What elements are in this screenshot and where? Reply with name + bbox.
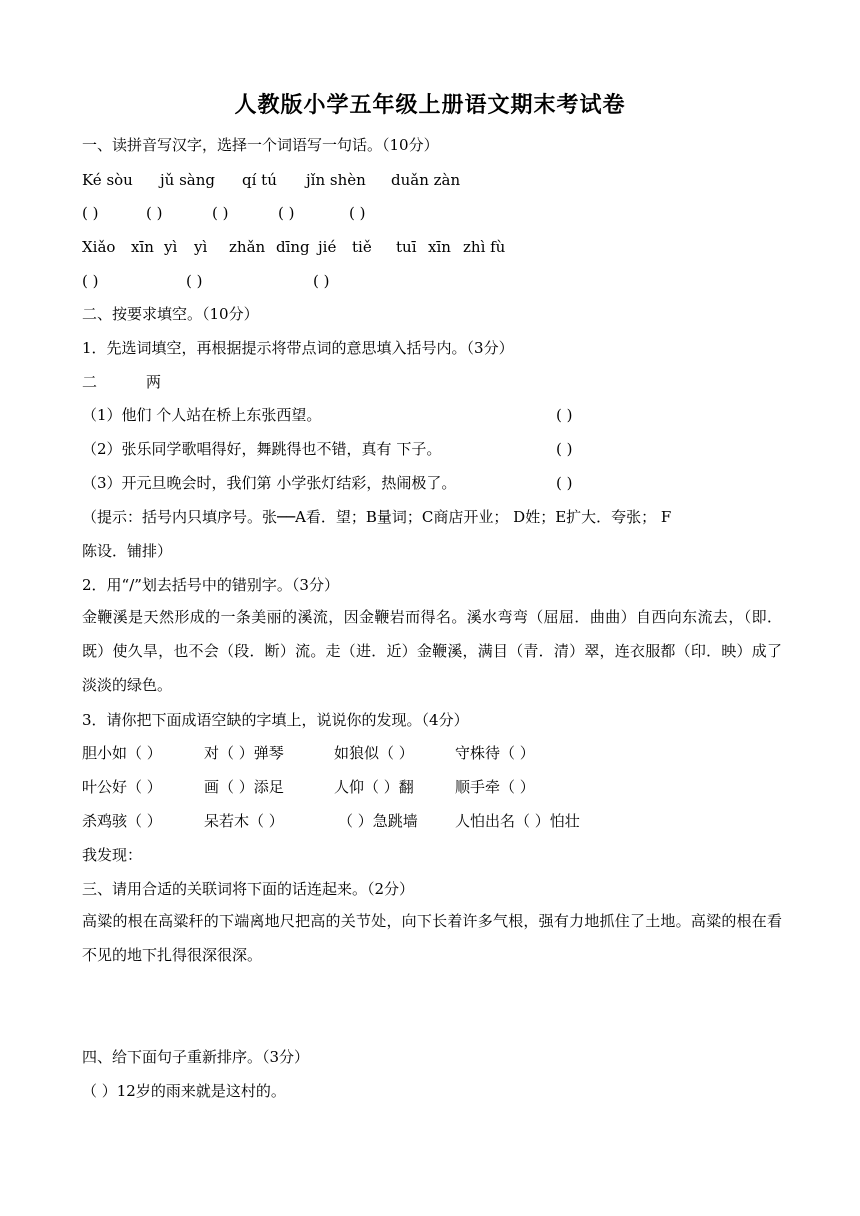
fill-item-2: （2）张乐同学歌唱得好，舞跳得也不错，真有 下子。 — [82, 440, 442, 458]
hint-line-1: （提示：括号内只填序号。张──A看．望；B量词；C商店开业； D姓；E扩大．夸张； F — [82, 508, 672, 526]
choice-liang: 两 — [146, 373, 162, 391]
page-title: 人教版小学五年级上册语文期末考试卷 — [234, 92, 626, 118]
section-4-heading: 四、给下面句子重新排序。（3分） — [82, 1048, 310, 1066]
idiom: 如狼似（ ） — [334, 744, 414, 762]
pinyin-10: zhǎn — [229, 238, 266, 256]
blank-8[interactable]: ( ) — [313, 272, 330, 290]
idiom: （ ）急跳墙 — [338, 812, 418, 830]
blank-7[interactable]: ( ) — [186, 272, 203, 290]
pinyin-13: tiě — [352, 238, 372, 256]
fill-item-3: （3）开元旦晚会时，我们第 小学张灯结彩，热闹极了。 — [82, 474, 457, 492]
idiom: 人仰（ ）翻 — [334, 778, 414, 796]
pinyin-7: xīn — [131, 238, 154, 256]
pinyin-3: qí tú — [242, 171, 277, 189]
idiom: 对（ ）弹琴 — [204, 744, 284, 762]
idiom: 守株待（ ） — [455, 744, 535, 762]
blank-3[interactable]: ( ) — [212, 204, 229, 222]
idiom: 顺手牵（ ） — [455, 778, 535, 796]
idiom: 人怕出名（ ）怕壮 — [455, 812, 580, 830]
idiom: 画（ ）添足 — [204, 778, 284, 796]
pinyin-8: yì — [164, 238, 178, 256]
question-2-1: 1．先选词填空，再根据提示将带点词的意思填入括号内。（3分） — [82, 339, 514, 357]
discovery-prompt: 我发现： — [82, 846, 143, 864]
fill-item-1: （1）他们 个人站在桥上东张西望。 — [82, 406, 322, 424]
answer-bracket-3[interactable]: ( ) — [556, 474, 573, 492]
answer-bracket-2[interactable]: ( ) — [556, 440, 573, 458]
blank-6[interactable]: ( ) — [82, 272, 99, 290]
pinyin-14: tuī — [396, 238, 417, 256]
pinyin-6: Xiǎo — [82, 238, 116, 256]
pinyin-2: jǔ sàng — [160, 171, 215, 189]
pinyin-12: jié — [318, 238, 337, 256]
idiom: 杀鸡骇（ ） — [82, 812, 162, 830]
passage-jinbianxi: 金鞭溪是天然形成的一条美丽的溪流，因金鞭岩而得名。溪水弯弯（屈屈．曲曲）自西向东流去，（即．既）使久旱，也不会（段．断）流。走（进．近）金鞭溪，满目（青．清）翠，连衣服都（印．映）成了淡淡的绿色。 — [82, 608, 782, 694]
pinyin-1: Ké sòu — [82, 171, 133, 189]
pinyin-9: yì — [194, 238, 208, 256]
choice-er: 二 — [82, 373, 98, 391]
question-2-3: 3．请你把下面成语空缺的字填上，说说你的发现。（4分） — [82, 711, 469, 729]
blank-5[interactable]: ( ) — [349, 204, 366, 222]
pinyin-11: dīng — [276, 238, 310, 256]
section-2-heading: 二、按要求填空。（10分） — [82, 305, 259, 323]
blank-1[interactable]: ( ) — [82, 204, 99, 222]
section-3-heading: 三、请用合适的关联词将下面的话连起来。（2分） — [82, 880, 415, 898]
sorghum-passage: 高粱的根在高粱秆的下端离地尺把高的关节处，向下长着许多气根，强有力地抓住了土地。高粱的根在看不见的地下扎得很深很深。 — [82, 912, 782, 964]
blank-2[interactable]: ( ) — [146, 204, 163, 222]
idiom: 胆小如（ ） — [82, 744, 162, 762]
order-item-1: （ ）12岁的雨来就是这村的。 — [82, 1082, 286, 1100]
idiom: 呆若木（ ） — [204, 812, 284, 830]
section-1-heading: 一、读拼音写汉字，选择一个词语写一句话。（10分） — [82, 136, 439, 154]
hint-line-2: 陈设．铺排） — [82, 542, 173, 560]
pinyin-5: duǎn zàn — [391, 171, 461, 189]
pinyin-4: jǐn shèn — [306, 171, 366, 189]
pinyin-15: xīn — [428, 238, 451, 256]
blank-4[interactable]: ( ) — [278, 204, 295, 222]
question-2-2: 2．用“/”划去括号中的错别字。（3分） — [82, 576, 339, 594]
answer-bracket-1[interactable]: ( ) — [556, 406, 573, 424]
idiom: 叶公好（ ） — [82, 778, 162, 796]
pinyin-16: zhì fù — [463, 238, 506, 256]
